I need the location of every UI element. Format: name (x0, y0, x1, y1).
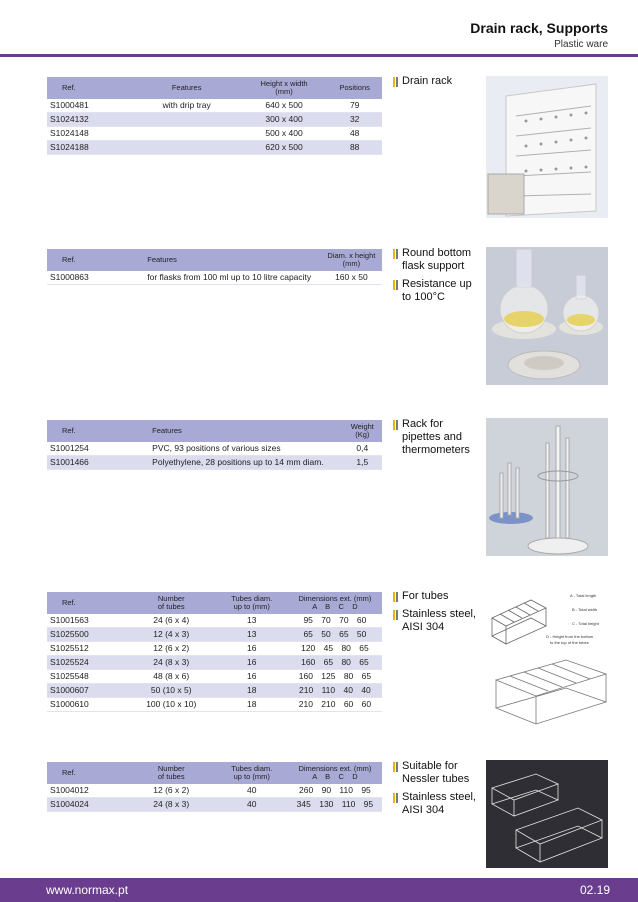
table-row (47, 642, 382, 656)
footer-url[interactable]: www.normax.pt (46, 883, 129, 897)
flask-support-table (47, 249, 382, 285)
ref-cell: S1024132 (47, 113, 133, 127)
table-cell: 95 70 70 60 (288, 614, 382, 628)
feature-text: Rack for pipettes and thermometers (402, 418, 470, 456)
table-cell: 24 (6 x 4) (127, 614, 216, 628)
table-cell: 88 (327, 141, 382, 155)
table-row (47, 456, 382, 470)
table-body (47, 99, 382, 155)
table-cell: 345 130 110 95 (288, 798, 382, 812)
table-cell: 12 (6 x 2) (127, 642, 216, 656)
ref-cell: S1000607 (47, 684, 127, 698)
table-cell: 500 x 400 (241, 127, 328, 141)
table-cell: 65 50 65 50 (288, 628, 382, 642)
table-cell: 18 (216, 698, 288, 712)
diagram-label-b: B - Total width (572, 607, 598, 612)
ref-cell: S1001254 (47, 442, 122, 456)
table-header-row (47, 592, 382, 614)
feature-text: Drain rack (402, 75, 453, 87)
ref-cell: S1024188 (47, 141, 133, 155)
table-cell: 13 (216, 628, 288, 642)
bullet-marker-icon (393, 610, 398, 620)
table-cell: 0,4 (343, 442, 382, 456)
ref-cell: S1000610 (47, 698, 127, 712)
table-cell: 210 110 40 40 (288, 684, 382, 698)
nessler-rack-desc (393, 760, 483, 822)
feature-bullet (393, 608, 483, 634)
tube-rack-diagram (486, 588, 610, 728)
page-title: Drain rack, Supports (470, 20, 608, 36)
table-cell: 300 x 400 (241, 113, 328, 127)
tube-rack-desc (393, 590, 483, 639)
feature-bullet (393, 75, 452, 88)
bullet-marker-icon (393, 280, 398, 290)
nessler-rack-table (47, 762, 382, 812)
col-features: Features (133, 77, 241, 99)
table-header-row (47, 249, 382, 271)
table-cell: 100 (10 x 10) (127, 698, 216, 712)
table-row (47, 127, 382, 141)
flask-support-photo (486, 247, 608, 385)
col-ref: Ref. (47, 77, 133, 99)
table-row (47, 784, 382, 798)
table-cell: 18 (216, 684, 288, 698)
table-cell: 13 (216, 614, 288, 628)
feature-bullet (393, 760, 483, 786)
table-row (47, 656, 382, 670)
table-row (47, 271, 382, 285)
table-cell: 32 (327, 113, 382, 127)
pipette-rack-desc (393, 418, 483, 462)
table-cell: 210 210 60 60 (288, 698, 382, 712)
table-cell: 50 (10 x 5) (127, 684, 216, 698)
table-cell: 12 (4 x 3) (127, 628, 216, 642)
col-size: Diam. x height (mm) (321, 249, 382, 271)
col-features: Features (122, 420, 342, 442)
diagram-label-c: C - Total height (572, 621, 599, 626)
table-body (47, 442, 382, 470)
table-cell: Polyethylene, 28 positions up to 14 mm diam. (122, 456, 342, 470)
table-body (47, 784, 382, 812)
feature-text: Resistance up to 100°C (402, 278, 472, 303)
ref-cell: S1001563 (47, 614, 127, 628)
table-header-row (47, 77, 382, 99)
table-cell: 640 x 500 (241, 99, 328, 113)
table-cell: 620 x 500 (241, 141, 328, 155)
table-row (47, 798, 382, 812)
feature-text: Suitable for Nessler tubes (402, 760, 470, 785)
ref-cell: S1025548 (47, 670, 127, 684)
table-row (47, 141, 382, 155)
ref-cell: S1025500 (47, 628, 127, 642)
col-dimensions: Dimensions ext. (mm) A B C D (288, 762, 382, 784)
ref-cell: S1000481 (47, 99, 133, 113)
table-cell: 48 (327, 127, 382, 141)
feature-bullet (393, 247, 483, 273)
col-weight: Weight (Kg) (343, 420, 382, 442)
table-cell: 40 (216, 798, 288, 812)
ref-cell: S1004012 (47, 784, 127, 798)
col-positions: Positions (327, 77, 382, 99)
table-row (47, 628, 382, 642)
col-diam: Tubes diam. up to (mm) (216, 762, 288, 784)
table-cell: 160 65 80 65 (288, 656, 382, 670)
feature-bullet (393, 418, 483, 457)
table-row (47, 670, 382, 684)
table-cell: 16 (216, 642, 288, 656)
page-number: 02.19 (579, 883, 610, 897)
feature-text: Stainless steel, AISI 304 (402, 791, 476, 816)
diagram-label-a: A - Total length (570, 593, 597, 598)
bullet-marker-icon (393, 592, 398, 602)
col-dimensions: Dimensions ext. (mm) A B C D (288, 592, 382, 614)
table-cell: for flasks from 100 ml up to 10 litre capacity (127, 271, 321, 285)
bullet-marker-icon (393, 793, 398, 803)
feature-text: For tubes (402, 590, 449, 602)
pipette-rack-table (47, 420, 382, 470)
table-cell: 24 (8 x 3) (127, 656, 216, 670)
nessler-rack-photo (486, 760, 608, 868)
header-rule (0, 54, 638, 57)
bullet-marker-icon (393, 249, 398, 259)
table-cell: with drip tray (133, 99, 241, 113)
ref-cell: S1024148 (47, 127, 133, 141)
feature-text: Stainless steel, AISI 304 (402, 608, 476, 633)
bullet-marker-icon (393, 420, 398, 430)
ref-cell: S1004024 (47, 798, 127, 812)
col-number: Number of tubes (127, 592, 216, 614)
ref-cell: S1000863 (47, 271, 127, 285)
table-cell: 1,5 (343, 456, 382, 470)
table-cell: 79 (327, 99, 382, 113)
table-cell: 16 (216, 656, 288, 670)
table-row (47, 99, 382, 113)
table-row (47, 614, 382, 628)
table-cell: 16 (216, 670, 288, 684)
ref-cell: S1025512 (47, 642, 127, 656)
table-cell: PVC, 93 positions of various sizes (122, 442, 342, 456)
feature-bullet (393, 278, 483, 304)
page-subtitle: Plastic ware (554, 39, 608, 50)
footer-bar (0, 878, 638, 902)
feature-text: Round bottom flask support (402, 247, 472, 272)
drain-rack-photo (486, 76, 608, 218)
col-ref: Ref. (47, 420, 122, 442)
table-cell (133, 141, 241, 155)
col-ref: Ref. (47, 592, 127, 614)
bullet-marker-icon (393, 762, 398, 772)
drain-rack-desc (393, 75, 452, 93)
flask-support-desc (393, 247, 483, 309)
table-cell: 160 x 50 (321, 271, 382, 285)
table-cell: 48 (8 x 6) (127, 670, 216, 684)
table-row (47, 684, 382, 698)
col-ref: Ref. (47, 249, 127, 271)
table-row (47, 698, 382, 712)
ref-cell: S1025524 (47, 656, 127, 670)
diagram-label-d: D - Height from the bottom to the top of the tubes (546, 634, 594, 645)
table-cell: 120 45 80 65 (288, 642, 382, 656)
bullet-marker-icon (393, 77, 398, 87)
pipette-rack-photo (486, 418, 608, 556)
ref-cell: S1001466 (47, 456, 122, 470)
col-number: Number of tubes (127, 762, 216, 784)
table-body (47, 271, 382, 285)
col-ref: Ref. (47, 762, 127, 784)
col-diam: Tubes diam. up to (mm) (216, 592, 288, 614)
table-cell: 260 90 110 95 (288, 784, 382, 798)
table-header-row (47, 762, 382, 784)
tube-rack-table (47, 592, 382, 712)
col-size: Height x width (mm) (241, 77, 328, 99)
col-features: Features (127, 249, 321, 271)
table-cell: 24 (8 x 3) (127, 798, 216, 812)
table-cell: 12 (6 x 2) (127, 784, 216, 798)
feature-bullet (393, 791, 483, 817)
table-cell (133, 127, 241, 141)
table-body (47, 614, 382, 712)
table-row (47, 113, 382, 127)
table-header-row (47, 420, 382, 442)
drain-rack-table (47, 77, 382, 155)
table-row (47, 442, 382, 456)
feature-bullet (393, 590, 483, 603)
table-cell (133, 113, 241, 127)
table-cell: 160 125 80 65 (288, 670, 382, 684)
table-cell: 40 (216, 784, 288, 798)
